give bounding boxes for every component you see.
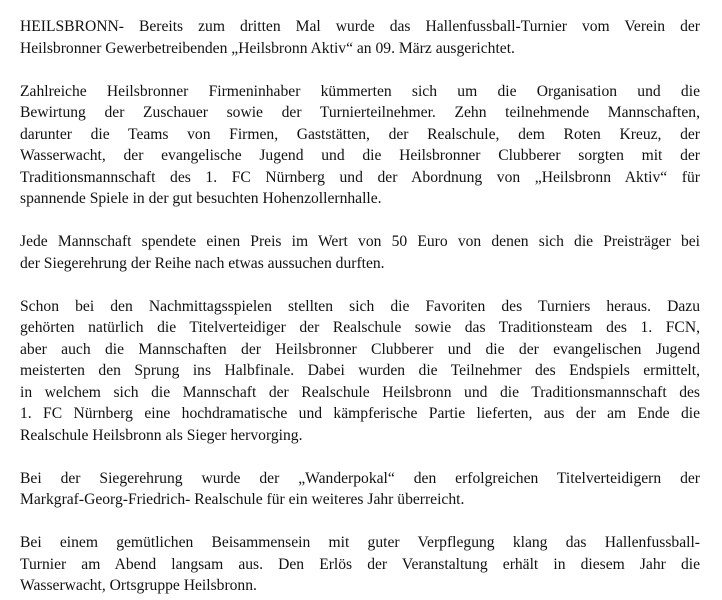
text-line: 1. FC Nürnberg eine hochdramatische und kämpferische Partie lieferten, aus der am Ende die <box>20 405 700 422</box>
text-line: meisterten den Sprung ins Halbfinale. Dabei wurden die Teilnehmer des Endspiels ermittelt, <box>20 362 700 379</box>
text-line: Wasserwacht, Ortsgruppe Heilsbronn. <box>20 577 257 594</box>
paragraph-closing <box>20 532 700 597</box>
text-line: Markgraf-Georg-Friedrich- Realschule für ein weiteres Jahr überreicht. <box>20 491 465 508</box>
text-line: aber auch die Mannschaften der Heilsbronner Clubberer und die der evangelischen Jugend <box>20 340 700 358</box>
paragraph-prizes <box>20 231 700 274</box>
text-line: Schon bei den Nachmittagsspielen stellten sich die Favoriten des Turniers heraus. Dazu <box>20 297 700 315</box>
text-line: Jede Mannschaft spendete einen Preis im Wert von 50 Euro von denen sich die Preisträger bei <box>20 233 700 250</box>
text-line: Wasserwacht, der evangelische Jugend und die Heilsbronner Clubberer sorgten mit der <box>20 147 700 164</box>
text-line: darunter die Teams von Firmen, Gaststätten, der Realschule, dem Roten Kreuz, der <box>20 125 700 143</box>
text-line: HEILSBRONN- Bereits zum dritten Mal wurde das Hallenfussball-Turnier vom Verein der <box>20 18 700 35</box>
paragraph-award <box>20 468 700 511</box>
text-line: Traditionsmannschaft des 1. FC Nürnberg und der Abordnung von „Heilsbronn Aktiv“ für <box>20 168 700 186</box>
text-line: Heilsbronner Gewerbetreibenden „Heilsbronn Aktiv“ an 09. März ausgerichtet. <box>20 39 515 57</box>
text-line: Bei einem gemütlichen Beisammensein mit guter Verpflegung klang das Hallenfussball- <box>20 534 700 551</box>
paragraph-intro <box>20 16 700 59</box>
text-line: Turnier am Abend langsam aus. Den Erlös der Veranstaltung erhält in diesem Jahr die <box>20 555 700 573</box>
paragraph-matches <box>20 296 700 447</box>
text-line: gehörten natürlich die Titelverteidiger der Realschule sowie das Traditionsteam des 1. FCN, <box>20 319 700 336</box>
paragraph-organisation <box>20 81 700 210</box>
text-line: Bewirtung der Zuschauer sowie der Turnierteilnehmer. Zehn teilnehmende Mannschaften, <box>20 104 700 121</box>
text-line: spannende Spiele in der gut besuchten Hohenzollernhalle. <box>20 190 382 207</box>
text-line: Zahlreiche Heilsbronner Firmeninhaber kümmerten sich um die Organisation und die <box>20 82 700 100</box>
text-line: Realschule Heilsbronn als Sieger hervorging. <box>20 426 303 444</box>
text-line: der Siegerehrung der Reihe nach etwas aussuchen durften. <box>20 254 385 272</box>
text-line: Bei der Siegerehrung wurde der „Wanderpokal“ den erfolgreichen Titelverteidigern der <box>20 469 700 487</box>
article-body <box>20 16 700 597</box>
text-line: in welchem sich die Mannschaft der Realschule Heilsbronn und die Traditionsmannschaft des <box>20 383 700 401</box>
